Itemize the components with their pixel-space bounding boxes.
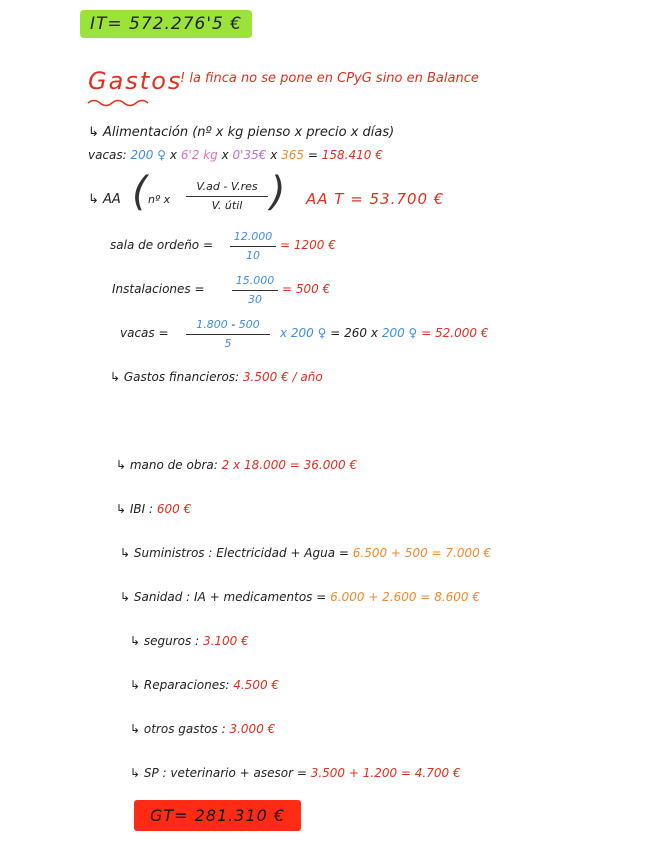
item-label: ↳ IBI : [116, 502, 154, 516]
vacas-aa-mid: 260 x [344, 326, 378, 340]
v-res: 500 [238, 318, 260, 331]
vacas-aa-result: = 52.000 € [421, 326, 489, 340]
alimentacion-label: ↳ Alimentación (nº x kg pienso x precio x días) [88, 125, 395, 140]
sala-den: 10 [246, 249, 260, 262]
it-total-highlight [80, 10, 252, 38]
list-item-reparaciones [130, 678, 279, 692]
vacas-aa-fraction [186, 318, 270, 351]
alimentacion-formula [88, 148, 383, 162]
list-item-mano-obra [116, 458, 357, 472]
sala-label: sala de ordeño = [110, 238, 214, 252]
vacas-aa-n2: 200 ♀ [381, 326, 418, 340]
vacas-prefix: vacas: [88, 148, 127, 162]
gt-total: GT= 281.310 € [150, 806, 286, 825]
item-value: 3.000 € [229, 722, 276, 736]
close-paren: ) [270, 169, 286, 215]
item-value: 4.500 € [233, 678, 280, 692]
vacas-aa-eq: = [330, 326, 341, 340]
item-value: 3.100 € [202, 634, 249, 648]
vacas-aa-numerator [186, 318, 270, 332]
item-label: ↳ Sanidad : IA + medicamentos = [120, 590, 327, 604]
times-3: x [270, 148, 278, 162]
item-value: 3.500 + 1.200 = 4.700 € [310, 766, 461, 780]
list-item-suministros [120, 546, 491, 560]
aa-label: ↳ AA [88, 192, 121, 207]
dias: 365 [281, 148, 305, 162]
item-value: 600 € [156, 502, 192, 516]
list-item-sanidad [120, 590, 480, 604]
sala-num: 12.000 [233, 230, 273, 243]
aa-fraction [186, 180, 268, 213]
gastos-title: Gastos [88, 67, 183, 95]
list-item-ibi [116, 502, 191, 516]
vacas-aa-label: vacas = [120, 326, 169, 340]
instalaciones-fraction [232, 274, 278, 307]
it-total: IT= 572.276'5 € [90, 14, 243, 34]
aa-n-times: nº x [148, 193, 171, 206]
alimentacion-result: 158.410 € [321, 148, 383, 162]
item-label: ↳ SP : veterinario + asesor = [130, 766, 307, 780]
vacas-aa-times-n: x 200 ♀ [280, 326, 327, 340]
vacas-aa-rest [280, 326, 488, 340]
item-value: 6.500 + 500 = 7.000 € [352, 546, 492, 560]
instalaciones-bar [232, 290, 278, 291]
sala-bar [230, 246, 276, 247]
list-item-otros [130, 722, 275, 736]
instalaciones-result: = 500 € [282, 282, 331, 296]
item-label: ↳ otros gastos : [130, 722, 226, 736]
list-item-sp [130, 766, 461, 780]
vacas-aa-bar [186, 334, 270, 335]
instalaciones-label: Instalaciones = [112, 282, 205, 296]
aa-fraction-bar [186, 196, 268, 197]
sala-result: = 1200 € [280, 238, 336, 252]
sala-fraction [230, 230, 276, 263]
v-util: 5 [224, 337, 232, 350]
finca-note: ! la finca no se pone en CPyG sino en Balance [180, 71, 479, 86]
financieros-row [110, 370, 323, 384]
item-value: 6.000 + 2.600 = 8.600 € [330, 590, 481, 604]
open-paren: ( [132, 169, 148, 215]
minus: - [231, 318, 236, 331]
aa-total: AA T = 53.700 € [306, 190, 445, 208]
v-ad: 1.800 [196, 318, 228, 331]
n-vacas: 200 ♀ [130, 148, 167, 162]
aa-denominator: V. útil [211, 199, 243, 212]
list-item-seguros [130, 634, 249, 648]
instalaciones-num: 15.000 [235, 274, 275, 287]
item-value: 2 x 18.000 = 36.000 € [221, 458, 358, 472]
equals: = [307, 148, 318, 162]
financieros-label: ↳ Gastos financieros: [110, 370, 240, 384]
instalaciones-den: 30 [248, 293, 262, 306]
times-2: x [221, 148, 229, 162]
item-label: ↳ Suministros : Electricidad + Agua = [120, 546, 349, 560]
gt-total-highlight [134, 800, 301, 831]
gastos-underline-squiggle [86, 97, 150, 107]
item-label: ↳ mano de obra: [116, 458, 218, 472]
item-label: ↳ Reparaciones: [130, 678, 230, 692]
precio-pienso: 0'35€ [232, 148, 267, 162]
aa-numerator: V.ad - V.res [196, 180, 258, 193]
financieros-value: 3.500 € / año [242, 370, 323, 384]
item-label: ↳ seguros : [130, 634, 200, 648]
times-1: x [169, 148, 177, 162]
kg-pienso: 6'2 kg [180, 148, 218, 162]
